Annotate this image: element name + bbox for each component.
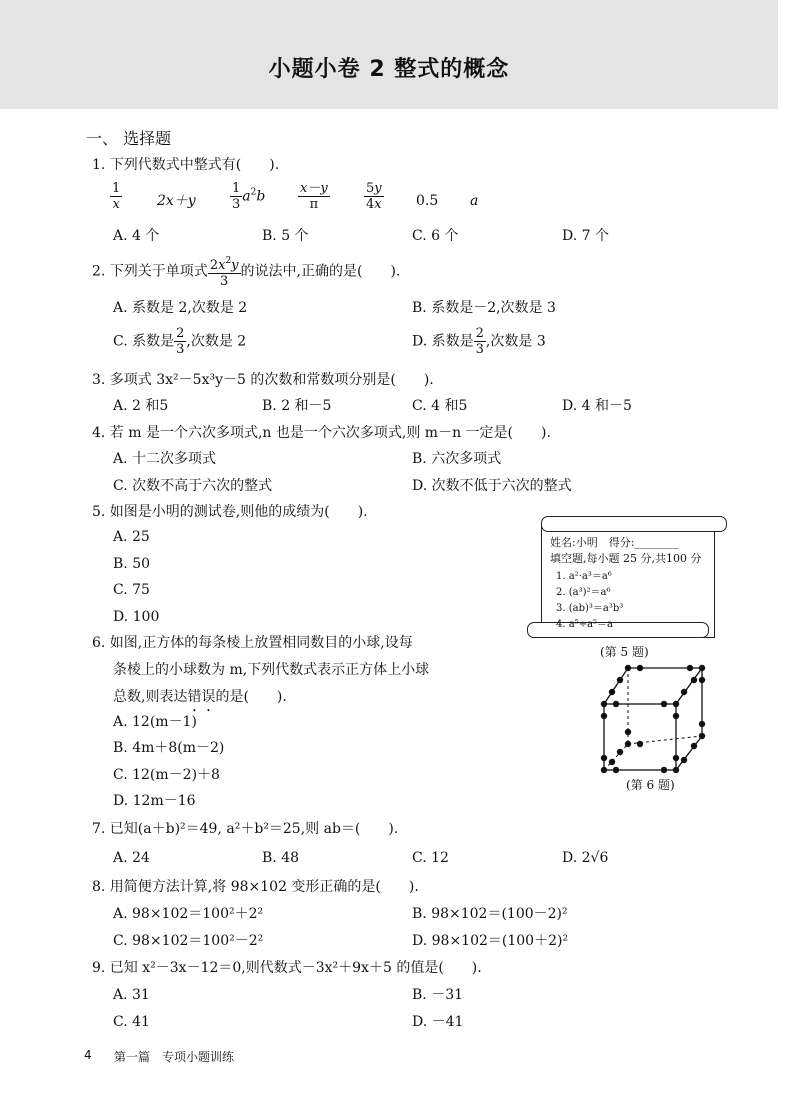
q2-stem-post: 的说法中,正确的是( ). xyxy=(240,263,401,280)
q4-option-b: B. 六次多项式 xyxy=(412,451,502,467)
ball xyxy=(681,757,687,763)
q2-option-d-post: ,次数是 3 xyxy=(485,333,546,350)
sheet-item-2: 2. (a³)²＝a⁶ xyxy=(556,587,611,598)
q2-option-c-pre: C. 系数是 xyxy=(113,333,175,350)
q6-emphasis-2: 误 xyxy=(201,689,216,705)
q1-option-a: A. 4 个 xyxy=(113,228,160,244)
ball xyxy=(617,677,623,683)
q5-option-d: D. 100 xyxy=(113,609,160,625)
q6-line-2: 条棱上的小球数为 m,下列代数式表示正方体上小球 xyxy=(113,662,430,678)
q6-line-3-post: 的是( ). xyxy=(215,689,287,705)
ball xyxy=(601,767,607,773)
q1-stem: 1. 下列代数式中整式有( ). xyxy=(92,157,280,173)
ball xyxy=(699,721,705,727)
q6-option-a: A. 12(m－1) xyxy=(113,714,197,730)
cube-front-face xyxy=(604,704,676,770)
q8-option-c: C. 98×102＝100²－2² xyxy=(113,933,264,949)
q5-option-b: B. 50 xyxy=(113,556,151,572)
ball xyxy=(637,741,643,747)
ball xyxy=(699,677,705,683)
ball xyxy=(637,665,643,671)
ball xyxy=(661,767,667,773)
q1-expr-7: a xyxy=(470,193,479,209)
ball xyxy=(613,767,619,773)
q8-option-d: D. 98×102＝(100＋2)² xyxy=(412,933,569,949)
ball xyxy=(625,665,631,671)
scroll-top-roll xyxy=(541,516,727,532)
q2-option-b: B. 系数是－2,次数是 3 xyxy=(412,300,556,316)
q6-emphasis-1: 错 xyxy=(187,689,202,705)
ball xyxy=(609,689,615,695)
q7-option-a: A. 24 xyxy=(113,850,150,866)
ball xyxy=(609,759,615,765)
q4-option-c: C. 次数不高于六次的整式 xyxy=(113,478,273,494)
ball xyxy=(699,665,705,671)
ball xyxy=(691,743,697,749)
q1-option-b: B. 5 个 xyxy=(262,228,309,244)
q1-expr-4: $\frac{x-y}{\pi}$ xyxy=(300,181,328,212)
q8-option-b: B. 98×102＝(100－2)² xyxy=(412,906,568,922)
q2-monomial: $\frac{2x^2y}{3}$ xyxy=(209,256,239,289)
q9-option-c: C. 41 xyxy=(113,1014,150,1030)
ball xyxy=(625,729,631,735)
q1-expr-5: $\frac{5y}{4x}$ xyxy=(366,181,382,212)
cube-figure xyxy=(596,662,716,776)
section-heading: 一、 选择题 xyxy=(86,129,172,148)
sheet-instruction: 填空题,每小题 25 分,共100 分 xyxy=(550,552,702,565)
q6-option-d: D. 12m－16 xyxy=(113,793,196,809)
q1-expr-2: 2x＋y xyxy=(157,193,196,209)
q1-expr-1: $\frac{1}{x}$ xyxy=(112,181,121,212)
ball xyxy=(673,701,679,707)
q5-caption: (第 5 题) xyxy=(600,645,649,659)
q5-option-c: C. 75 xyxy=(113,582,150,598)
q9-option-d: D. －41 xyxy=(412,1014,464,1030)
q4-option-a: A. 十二次多项式 xyxy=(113,451,217,467)
cube-hidden-edge-diagonal xyxy=(604,744,628,770)
q4-option-d: D. 次数不低于六次的整式 xyxy=(412,478,572,494)
q6-option-b: B. 4m＋8(m－2) xyxy=(113,740,225,756)
footer-label: 第一篇 专项小题训练 xyxy=(114,1050,235,1064)
q2-option-a: A. 系数是 2,次数是 2 xyxy=(113,300,248,316)
q1-expr-3: $\frac{1}{3}$ $a^2b$ xyxy=(232,181,266,212)
q2-option-c: C. 系数是 $\frac{2}{3}$ ,次数是 2 xyxy=(113,326,247,357)
ball xyxy=(687,665,693,671)
q2-stem-pre: 2. 下列关于单项式 xyxy=(92,263,208,280)
title-banner xyxy=(0,0,778,109)
ball xyxy=(673,755,679,761)
q5-stem: 5. 如图是小明的测试卷,则他的成绩为( ). xyxy=(92,504,368,520)
scroll-bottom-roll xyxy=(527,622,709,638)
q6-option-c: C. 12(m－2)＋8 xyxy=(113,767,220,783)
ball xyxy=(673,767,679,773)
q5-option-a: A. 25 xyxy=(113,529,150,545)
q8-option-a: A. 98×102＝100²＋2² xyxy=(113,906,264,922)
q9-option-b: B. －31 xyxy=(412,987,464,1003)
q3-option-d: D. 4 和－5 xyxy=(562,398,632,414)
q7-option-d: D. 2√6 xyxy=(562,850,609,866)
ball xyxy=(613,701,619,707)
q6-line-3 xyxy=(113,688,287,706)
q3-option-a: A. 2 和5 xyxy=(113,398,169,414)
ball xyxy=(601,701,607,707)
q2-stem xyxy=(92,254,400,289)
q9-stem: 9. 已知 x²－3x－12＝0,则代数式－3x²＋9x＋5 的值是( ). xyxy=(92,960,482,976)
q3-option-b: B. 2 和－5 xyxy=(262,398,332,414)
q3-stem: 3. 多项式 3x²－5x³y－5 的次数和常数项分别是( ). xyxy=(92,372,434,388)
q3-option-c: C. 4 和5 xyxy=(412,398,468,414)
sheet-item-4: 4. a⁵÷a⁵＝a xyxy=(556,619,614,630)
sheet-item-3: 3. (ab)³＝a³b³ xyxy=(556,603,624,614)
ball xyxy=(681,689,687,695)
sheet-item-1: 1. a²·a³＝a⁶ xyxy=(556,571,612,582)
q1-option-c: C. 6 个 xyxy=(412,228,459,244)
q6-caption: (第 6 题) xyxy=(626,778,675,792)
sheet-name-line: 姓名:小明 得分:________ xyxy=(550,536,679,549)
q1-expr-6: 0.5 xyxy=(416,193,439,209)
q2-option-d-pre: D. 系数是 xyxy=(412,333,474,350)
cube-edge-top-right xyxy=(676,668,702,704)
page-number: 4 xyxy=(84,1048,92,1062)
q6-line-1: 6. 如图,正方体的每条棱上放置相同数目的小球,设每 xyxy=(92,635,413,651)
q7-option-c: C. 12 xyxy=(412,850,449,866)
ball xyxy=(625,741,631,747)
ball xyxy=(699,733,705,739)
q7-stem: 7. 已知(a＋b)²＝49, a²＋b²＝25,则 ab＝( ). xyxy=(92,821,399,837)
ball xyxy=(601,713,607,719)
q2-option-d: D. 系数是 $\frac{2}{3}$ ,次数是 3 xyxy=(412,326,546,357)
ball xyxy=(691,677,697,683)
ball xyxy=(661,701,667,707)
cube-edge-top-left xyxy=(604,668,628,704)
ball xyxy=(617,749,623,755)
ball xyxy=(673,713,679,719)
page-title: 小题小卷 2 整式的概念 xyxy=(268,57,510,82)
q6-line-3-pre: 总数,则表达 xyxy=(113,689,188,705)
q1-option-d: D. 7 个 xyxy=(562,228,609,244)
q8-stem: 8. 用简便方法计算,将 98×102 变形正确的是( ). xyxy=(92,879,419,895)
q2-option-c-post: ,次数是 2 xyxy=(186,333,247,350)
cube-edge-bottom-right xyxy=(676,736,702,770)
q4-stem: 4. 若 m 是一个六次多项式,n 也是一个六次多项式,则 m－n 一定是( ). xyxy=(92,425,551,441)
q7-option-b: B. 48 xyxy=(262,850,300,866)
ball xyxy=(601,755,607,761)
q9-option-a: A. 31 xyxy=(113,987,150,1003)
